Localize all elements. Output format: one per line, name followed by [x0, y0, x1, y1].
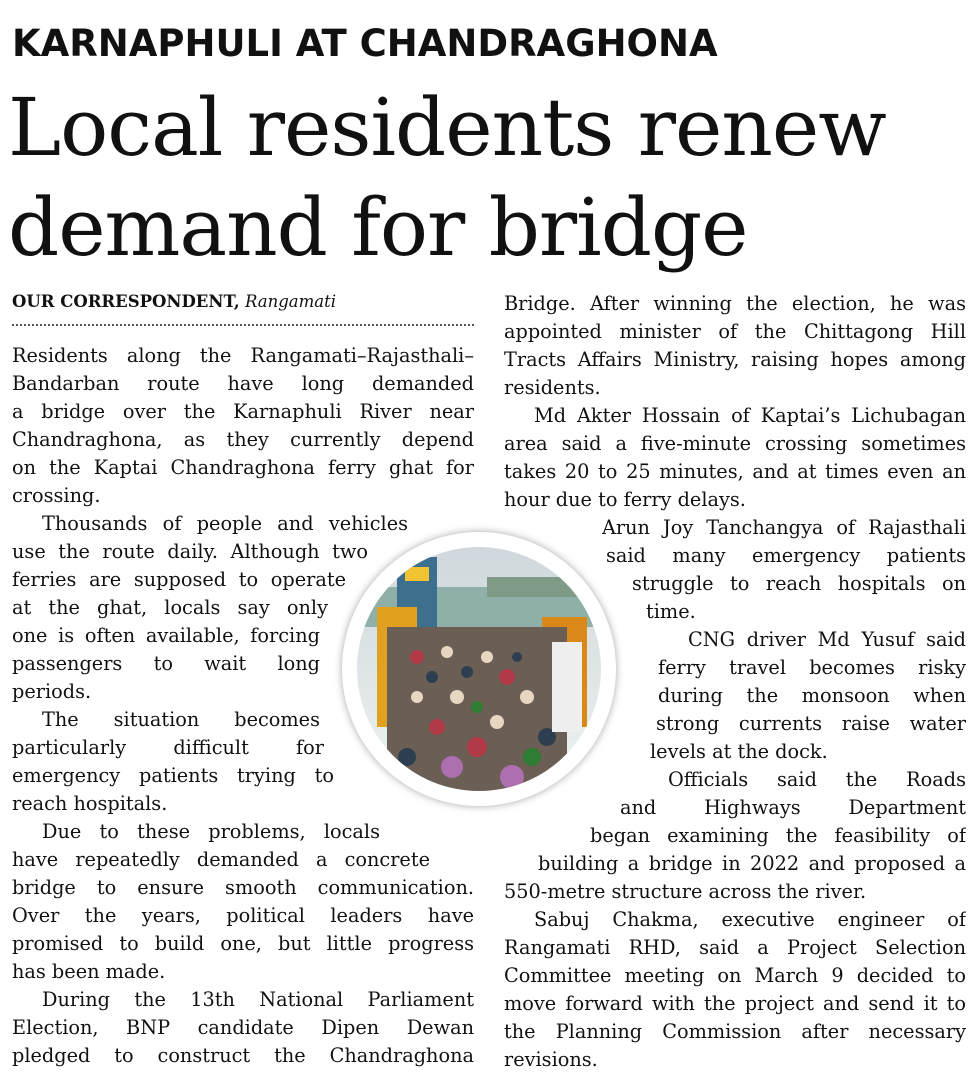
left-line: reach hospitals.	[12, 792, 168, 815]
left-line: The situation becomes	[42, 708, 320, 731]
right-line: time.	[646, 600, 696, 623]
headline-line-2: demand for bridge	[8, 181, 748, 274]
right-line: hour due to ferry delays.	[504, 488, 746, 511]
right-line: building a bridge in 2022 and proposed a	[538, 852, 966, 875]
right-line: takes 20 to 25 minutes, and at times even an	[504, 460, 966, 483]
left-line: periods.	[12, 680, 92, 703]
ferry-crowd-photo-icon	[357, 547, 601, 791]
right-line: and Highways Department	[620, 796, 966, 819]
left-line: use the route daily. Although two	[12, 540, 368, 563]
headline	[8, 78, 968, 278]
right-line: ferry travel becomes risky	[658, 656, 966, 679]
right-line: Bridge. After winning the election, he was	[504, 292, 966, 315]
right-line: CNG driver Md Yusuf said	[688, 628, 966, 651]
right-line: during the monsoon when	[658, 684, 966, 707]
right-line: Rangamati RHD, said a Project Selection	[504, 936, 966, 959]
right-line: residents.	[504, 376, 601, 399]
left-line: at the ghat, locals say only	[12, 596, 328, 619]
right-line: Sabuj Chakma, executive engineer of	[534, 908, 966, 931]
right-line: Md Akter Hossain of Kaptai’s Lichubagan	[534, 404, 966, 427]
right-line: levels at the dock.	[650, 740, 828, 763]
left-line: promised to build one, but little progress	[12, 932, 474, 955]
left-line: one is often available, forcing	[12, 624, 320, 647]
left-line: particularly difficult for	[12, 736, 324, 759]
right-line: area said a five-minute crossing sometimes	[504, 432, 966, 455]
left-line: passengers to wait long	[12, 652, 320, 675]
left-line: pledged to construct the Chandraghona	[12, 1044, 474, 1067]
kicker: KARNAPHULI AT CHANDRAGHONA	[12, 22, 718, 65]
left-line: has been made.	[12, 960, 166, 983]
right-line: appointed minister of the Chittagong Hill	[504, 320, 966, 343]
left-line: Bandarban route have long demanded	[12, 372, 474, 395]
left-line: Thousands of people and vehicles	[42, 512, 408, 535]
right-line: Committee meeting on March 9 decided to	[504, 964, 966, 987]
byline-place: Rangamati	[244, 292, 336, 311]
left-line: emergency patients trying to	[12, 764, 334, 787]
right-line: said many emergency patients	[606, 544, 966, 567]
left-line: ferries are supposed to operate	[12, 568, 346, 591]
right-line: the Planning Commission after necessary	[504, 1020, 966, 1043]
left-line: During the 13th National Parliament	[42, 988, 474, 1011]
headline-line-1: Local residents renew	[8, 81, 886, 174]
left-line: Chandraghona, as they currently depend	[12, 428, 474, 451]
byline	[12, 290, 336, 314]
right-line: struggle to reach hospitals on	[632, 572, 966, 595]
left-line: have repeatedly demanded a concrete	[12, 848, 430, 871]
left-line: Over the years, political leaders have	[12, 904, 474, 927]
left-line: Election, BNP candidate Dipen Dewan	[12, 1016, 474, 1039]
right-line: move forward with the project and send it to	[504, 992, 966, 1015]
byline-divider	[12, 324, 474, 326]
right-line: 550-metre structure across the river.	[504, 880, 867, 903]
right-line: Arun Joy Tanchangya of Rajasthali	[602, 516, 966, 539]
byline-name: OUR CORRESPONDENT,	[12, 292, 240, 311]
left-line: crossing.	[12, 484, 101, 507]
ferry-photo	[342, 532, 616, 806]
left-line: on the Kaptai Chandraghona ferry ghat for	[12, 456, 474, 479]
right-line: began examining the feasibility of	[590, 824, 966, 847]
right-line: strong currents raise water	[656, 712, 966, 735]
right-line: revisions.	[504, 1048, 598, 1071]
right-line: Officials said the Roads	[668, 768, 966, 791]
left-line: a bridge over the Karnaphuli River near	[12, 400, 474, 423]
left-line: bridge to ensure smooth communication.	[12, 876, 474, 899]
left-line: Residents along the Rangamati–Rajasthali–	[12, 344, 474, 367]
right-line: Tracts Affairs Ministry, raising hopes among	[504, 348, 966, 371]
left-line: Due to these problems, locals	[42, 820, 380, 843]
